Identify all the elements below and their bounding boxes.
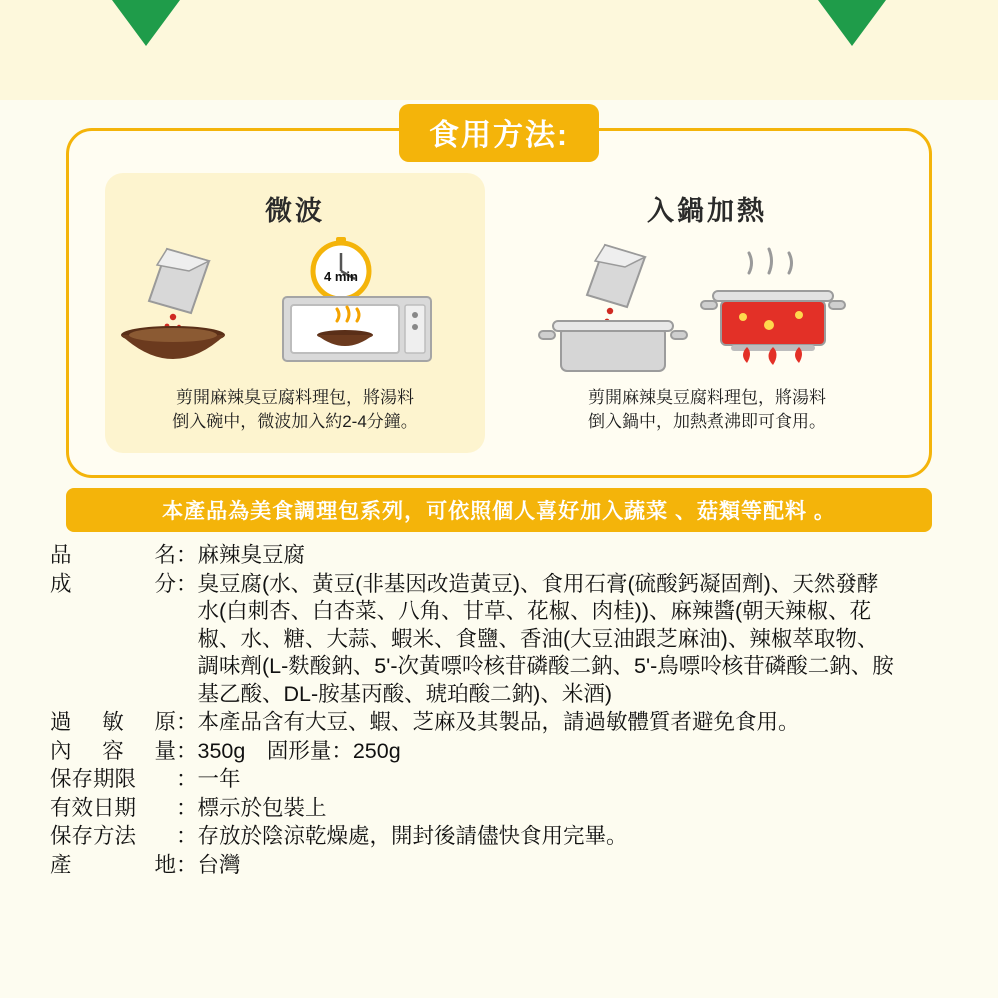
spec-value-line: 本產品含有大豆、蝦、芝麻及其製品，請過敏體質者避免食用。	[197, 710, 800, 735]
spec-label-storage	[50, 823, 176, 851]
usage-method-pot	[517, 173, 897, 453]
spec-label-char: 過	[50, 710, 72, 735]
spec-label-char: 地	[154, 852, 176, 877]
method-microwave-caption-line2: 倒入碗中，微波加入約2-4分鐘。	[172, 412, 418, 432]
spec-row-product-name	[50, 542, 980, 570]
spec-label-char: 產	[50, 852, 72, 877]
empty-pot-icon	[539, 321, 687, 371]
spec-label-char: 成	[50, 571, 72, 596]
heated-pot-icon	[701, 291, 845, 345]
spec-label-origin	[50, 852, 176, 880]
spec-row-net-weight	[50, 738, 980, 766]
spec-label-char: 保存期限	[50, 767, 137, 792]
spec-value-line: 臭豆腐(水、黃豆(非基因改造黃豆)、食用石膏(硫酸鈣凝固劑)、天然發酵	[197, 571, 879, 596]
pot-illustration	[517, 231, 897, 381]
spec-value-line: 椒、水、糖、大蒜、蝦米、食鹽、香油(大豆油跟芝麻油)、辣椒萃取物、	[197, 626, 879, 651]
sachet-icon	[149, 249, 209, 313]
microwave-illustration	[105, 231, 485, 381]
spec-label-net-weight	[50, 738, 176, 766]
spec-colon: ：	[176, 738, 198, 763]
bowl-icon	[121, 326, 225, 359]
spec-colon: ：	[176, 824, 198, 849]
spec-row-shelf-life	[50, 766, 980, 794]
spec-value-line: 存放於陰涼乾燥處，開封後請儘快食用完畢。	[197, 824, 628, 849]
usage-methods-box	[66, 128, 932, 478]
spec-colon: ：	[176, 795, 198, 820]
spec-value-line: 水(白刺杏、白杏菜、八角、甘草、花椒、肉桂))、麻辣醬(朝天辣椒、花	[197, 599, 872, 624]
method-microwave-caption	[105, 386, 485, 435]
spec-label-char: 保存方法	[50, 824, 137, 849]
spec-label-ingredients	[50, 571, 176, 599]
spec-value-allergens	[198, 709, 980, 737]
spec-value-net-weight	[198, 738, 980, 766]
spec-value-line: 基乙酸、DL-胺基丙酸、琥珀酸二鈉)、米酒)	[197, 681, 612, 706]
spec-row-ingredients	[50, 571, 980, 709]
spec-label-char: 分	[154, 571, 176, 596]
usage-method-microwave	[105, 173, 485, 453]
timer-icon	[313, 237, 369, 299]
spec-value-product-name	[198, 542, 980, 570]
spec-label-char: 品	[50, 543, 72, 567]
spec-label-char: 名	[154, 543, 176, 567]
spec-value-line: 350g 固形量：250g	[197, 738, 401, 763]
spec-label-expiry-date	[50, 795, 176, 823]
spec-value-ingredients	[198, 571, 980, 709]
method-microwave-caption-line1: 剪開麻辣臭豆腐料理包，將湯料	[176, 387, 414, 407]
spec-label-allergens	[50, 709, 176, 737]
method-pot-title: 入鍋加熱	[647, 196, 767, 226]
top-cream-strip	[0, 0, 998, 100]
spec-row-allergens	[50, 709, 980, 737]
spec-label-product-name	[50, 542, 176, 570]
spec-colon: ：	[176, 571, 198, 596]
spec-row-expiry-date	[50, 795, 980, 823]
svg-text:4 min: 4 min	[324, 269, 358, 284]
spec-value-line: 一年	[197, 767, 241, 792]
green-wedge-left-icon	[112, 0, 180, 46]
flame-icon	[731, 345, 815, 365]
spec-value-line: 台灣	[197, 852, 241, 877]
spec-colon: ：	[176, 543, 198, 567]
spec-label-char: 量	[154, 738, 176, 763]
spec-label-char: 敏	[102, 710, 124, 735]
spec-value-line: 調味劑(L-麩酸鈉、5'-次黃嘌呤核苷磷酸二鈉、5'-鳥嘌呤核苷磷酸二鈉、胺	[197, 654, 894, 679]
spec-colon: ：	[176, 710, 198, 735]
spec-list	[50, 542, 980, 880]
spec-label-char: 原	[154, 710, 176, 735]
spec-label-char: 容	[102, 738, 124, 763]
green-wedge-right-icon	[818, 0, 886, 46]
microwave-oven-icon	[283, 297, 431, 361]
spec-value-storage	[198, 823, 980, 851]
steam-icon	[749, 249, 792, 273]
spec-colon: ：	[176, 852, 198, 877]
spec-colon: ：	[176, 767, 198, 792]
method-pot-caption-line2: 倒入鍋中，加熱煮沸即可食用。	[588, 412, 826, 432]
spec-label-char: 內	[50, 738, 72, 763]
spec-row-origin	[50, 852, 980, 880]
sachet-icon	[587, 245, 645, 307]
spec-value-shelf-life	[198, 766, 980, 794]
series-banner: 本產品為美食調理包系列，可依照個人喜好加入蔬菜 、菇類等配料 。	[66, 488, 932, 532]
spec-row-storage	[50, 823, 980, 851]
spec-value-line: 標示於包裝上	[197, 795, 327, 820]
method-pot-caption	[517, 386, 897, 435]
spec-value-line: 麻辣臭豆腐	[197, 543, 306, 567]
method-pot-caption-line1: 剪開麻辣臭豆腐料理包，將湯料	[588, 387, 826, 407]
method-microwave-title: 微波	[265, 196, 325, 226]
spec-value-expiry-date	[198, 795, 980, 823]
spec-value-origin	[198, 852, 980, 880]
spec-label-shelf-life	[50, 766, 176, 794]
spec-label-char: 有效日期	[50, 795, 137, 820]
usage-title: 食用方法:	[399, 104, 599, 162]
